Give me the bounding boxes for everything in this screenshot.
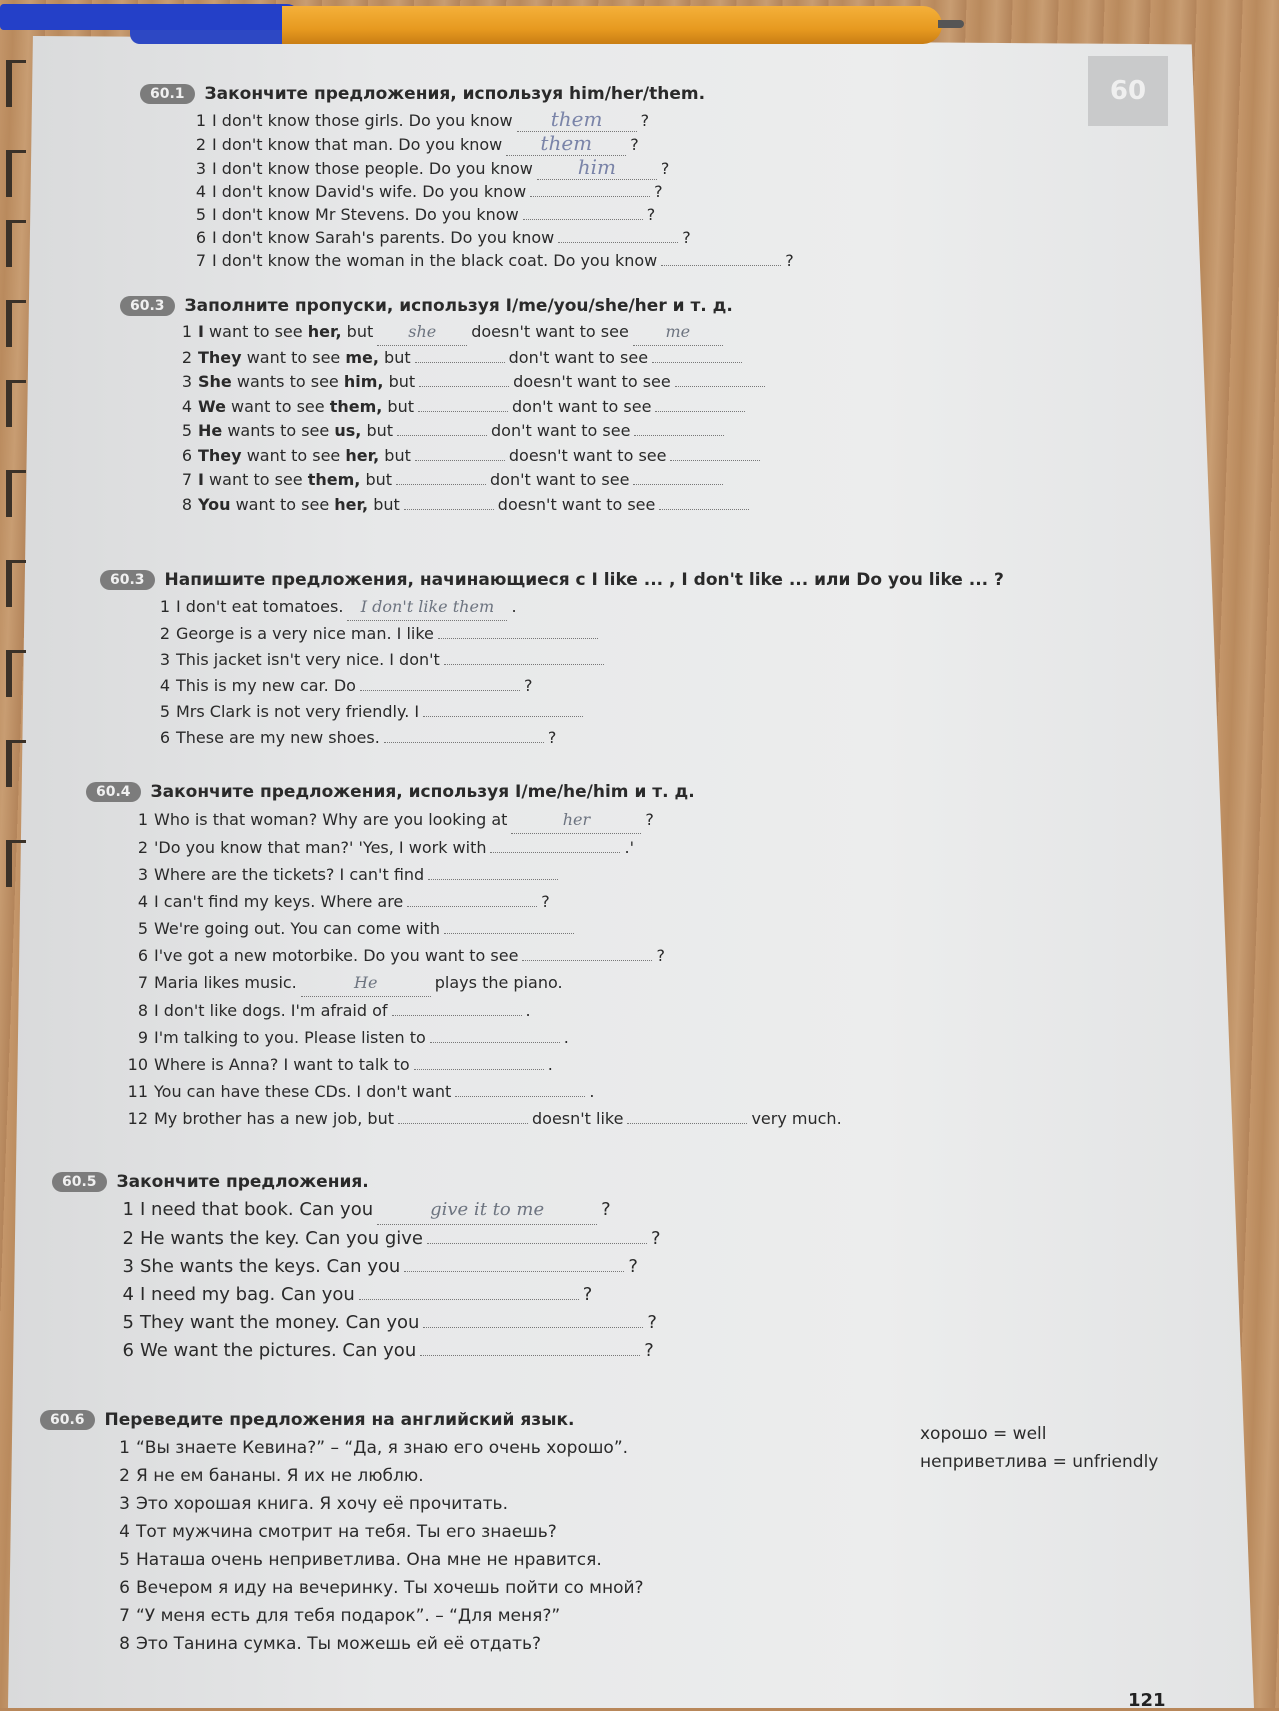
exercise-number: 60.1 — [140, 84, 195, 104]
item-end: ? — [582, 1284, 593, 1305]
answer-blank: give it to me — [377, 1196, 597, 1225]
item-text: I don't know the woman in the black coat. Do you know — [212, 251, 658, 270]
answer-blank — [392, 1015, 522, 1016]
item-end: .' — [624, 838, 634, 857]
answer-blank — [627, 1123, 747, 1124]
item-verb2: don't want to see — [490, 470, 630, 489]
exercise-line — [112, 1225, 661, 1253]
answer-blank — [423, 716, 583, 717]
item-number: 4 — [119, 1522, 130, 1542]
item-object: me, — [345, 347, 379, 367]
item-end: ? — [650, 1228, 661, 1249]
item-number: 8 — [181, 494, 192, 514]
item-object: them, — [307, 470, 361, 489]
item-number: 5 — [137, 919, 148, 938]
exercise-line — [112, 1281, 661, 1309]
answer-blank — [359, 1299, 579, 1300]
item-verb: want to see — [209, 470, 303, 489]
item-number: 1 — [195, 111, 206, 130]
exercise-line — [126, 1024, 842, 1051]
item-object: her, — [345, 445, 380, 465]
answer-blank — [414, 1069, 544, 1070]
exercise-line — [184, 203, 794, 226]
item-verb: want to see — [246, 347, 341, 367]
exercise-title: Закончите предложения. — [116, 1172, 369, 1192]
item-text: She wants the keys. Can you — [140, 1256, 401, 1277]
item-end: ? — [523, 676, 533, 695]
answer-blank — [415, 362, 505, 363]
item-tail: very much. — [751, 1109, 842, 1128]
answer-blank — [675, 386, 765, 387]
exercise-line — [170, 493, 769, 518]
item-subject: They — [198, 347, 242, 367]
answer-blank: them — [506, 132, 626, 156]
item-number: 6 — [119, 1578, 130, 1598]
item-end: ? — [628, 1256, 638, 1277]
item-number: 12 — [127, 1109, 148, 1128]
item-text: Это хорошая книга. Я хочу её прочитать. — [136, 1494, 508, 1514]
exercise-line — [126, 915, 842, 942]
item-number: 1 — [119, 1438, 130, 1458]
item-number: 5 — [122, 1312, 134, 1333]
item-end: ? — [640, 111, 650, 130]
exercise-line — [126, 861, 842, 888]
item-number: 6 — [137, 946, 148, 965]
item-but: but — [365, 470, 393, 489]
exercise-line — [170, 320, 769, 346]
exercise-60-6 — [40, 1410, 644, 1658]
exercise-header — [40, 1410, 644, 1430]
item-number: 5 — [159, 702, 170, 721]
item-verb2: doesn't want to see — [497, 494, 656, 514]
answer-blank — [659, 509, 749, 510]
item-number: 3 — [159, 650, 170, 669]
item-subject: He — [198, 421, 223, 440]
exercise-title: Закончите предложения, используя I/me/he/him и т. д. — [150, 782, 695, 802]
item-text: Тот мужчина смотрит на тебя. Ты его знаешь? — [136, 1522, 557, 1542]
answer-blank — [407, 906, 537, 907]
item-subject: You — [198, 494, 231, 514]
answer-blank — [670, 460, 760, 461]
exercise-number: 60.6 — [40, 1410, 95, 1430]
exercise-items — [126, 806, 842, 1132]
answer-blank — [633, 484, 723, 485]
answer-blank — [423, 1327, 643, 1328]
exercise-line — [184, 132, 794, 156]
item-text: You can have these CDs. I don't want — [154, 1082, 452, 1101]
answer-blank — [404, 1271, 624, 1272]
answer-blank: them — [517, 108, 637, 132]
item-text: 'Do you know that man?' 'Yes, I work with — [154, 838, 487, 857]
item-end: ? — [630, 135, 639, 154]
exercise-line — [170, 346, 769, 371]
exercise-line — [126, 888, 842, 915]
answer-blank — [398, 1123, 528, 1124]
item-object: us, — [334, 421, 362, 440]
item-verb: want to see — [209, 322, 303, 341]
item-after: plays the piano. — [434, 973, 563, 992]
item-but: but — [388, 372, 416, 391]
exercise-number: 60.3 — [100, 570, 155, 590]
answer-blank: she — [377, 320, 467, 346]
item-number: 4 — [159, 676, 170, 695]
item-text: I need my bag. Can you — [140, 1284, 355, 1305]
item-number: 2 — [195, 135, 206, 154]
answer-blank — [404, 509, 494, 510]
item-text: Я не ем бананы. Я их не люблю. — [136, 1466, 424, 1486]
answer-blank: I don't like them — [347, 594, 507, 621]
item-verb: want to see — [246, 445, 341, 465]
item-end: ? — [647, 1312, 657, 1333]
exercise-line — [148, 594, 1004, 621]
page-number: 121 — [1128, 1690, 1166, 1711]
answer-blank — [420, 1355, 640, 1356]
item-end: . — [563, 1028, 569, 1047]
item-number: 1 — [137, 810, 148, 829]
item-text: “Вы знаете Кевина?” – “Да, я знаю его очень хорошо”. — [136, 1438, 629, 1458]
answer-blank — [655, 411, 745, 412]
item-verb: wants to see — [236, 372, 339, 391]
item-number: 3 — [122, 1256, 134, 1277]
exercise-number: 60.5 — [52, 1172, 107, 1192]
exercise-line — [126, 834, 842, 861]
item-number: 4 — [122, 1284, 134, 1305]
exercise-line — [148, 725, 1004, 751]
item-end: ? — [660, 159, 670, 178]
item-number: 3 — [119, 1494, 130, 1514]
exercise-line — [126, 997, 842, 1024]
answer-blank: her — [511, 806, 641, 834]
item-number: 2 — [137, 838, 148, 857]
exercise-items — [108, 1434, 644, 1658]
item-end: ? — [601, 1199, 611, 1220]
item-number: 5 — [119, 1550, 130, 1570]
item-text: He wants the key. Can you give — [140, 1228, 423, 1249]
exercise-60-3-like — [100, 570, 1004, 751]
exercise-line — [170, 419, 769, 444]
exercise-line — [112, 1337, 661, 1365]
item-verb2: doesn't want to see — [471, 322, 629, 341]
item-number: 7 — [119, 1606, 130, 1626]
item-end: ? — [644, 1340, 654, 1361]
item-after: doesn't like — [532, 1109, 624, 1128]
item-text: I don't eat tomatoes. — [176, 597, 344, 616]
item-text: Where is Anna? I want to talk to — [154, 1055, 410, 1074]
item-text: Наташа очень неприветлива. Она мне не нравится. — [136, 1550, 602, 1570]
answer-blank — [397, 435, 487, 436]
item-subject: We — [198, 396, 226, 416]
answer-blank: He — [301, 969, 431, 997]
answer-blank — [438, 638, 598, 639]
item-text: I can't find my keys. Where are — [154, 892, 404, 911]
exercise-line — [184, 180, 794, 203]
exercise-line — [170, 468, 769, 493]
answer-blank — [430, 1042, 560, 1043]
exercise-line — [184, 226, 794, 249]
exercise-line — [108, 1574, 644, 1602]
answer-blank — [558, 242, 678, 243]
exercise-line — [170, 370, 769, 395]
answer-blank — [360, 690, 520, 691]
answer-blank — [444, 664, 604, 665]
item-subject: I — [198, 470, 204, 489]
item-text: Maria likes music. — [154, 973, 297, 992]
item-verb2: doesn't want to see — [513, 372, 671, 391]
glossary-entry: хорошо = well — [920, 1424, 1047, 1444]
item-number: 3 — [195, 159, 206, 178]
item-verb: want to see — [231, 396, 325, 416]
item-text: I don't know those people. Do you know — [212, 159, 533, 178]
answer-blank — [490, 852, 620, 853]
exercise-line — [108, 1434, 644, 1462]
item-object: her, — [334, 494, 369, 514]
item-number: 9 — [137, 1028, 148, 1047]
exercise-items — [170, 320, 769, 517]
exercise-line — [108, 1602, 644, 1630]
item-text: I'm talking to you. Please listen to — [154, 1028, 426, 1047]
item-text: This jacket isn't very nice. I don't — [176, 650, 440, 669]
item-end: . — [547, 1055, 553, 1074]
exercise-line — [112, 1253, 661, 1281]
item-text: I need that book. Can you — [140, 1199, 374, 1220]
item-number: 7 — [181, 470, 192, 489]
item-number: 11 — [127, 1082, 148, 1101]
exercise-title: Закончите предложения, используя him/her/them. — [204, 84, 706, 104]
item-end: ? — [785, 251, 794, 270]
item-number: 6 — [122, 1340, 134, 1361]
exercise-line — [126, 1105, 842, 1132]
exercise-line — [112, 1309, 661, 1337]
item-end: ? — [654, 182, 663, 201]
item-number: 8 — [137, 1001, 148, 1020]
item-end: . — [511, 597, 517, 616]
exercise-items — [112, 1196, 661, 1365]
glossary-entry: неприветлива = unfriendly — [920, 1452, 1159, 1472]
item-number: 1 — [159, 597, 170, 616]
answer-blank — [455, 1096, 585, 1097]
exercise-line — [184, 249, 794, 272]
item-text: I don't know those girls. Do you know — [212, 111, 513, 130]
item-number: 2 — [122, 1228, 134, 1249]
exercise-items — [184, 108, 794, 272]
item-text: We're going out. You can come with — [154, 919, 440, 938]
item-number: 2 — [181, 347, 192, 367]
item-object: him, — [343, 372, 384, 391]
item-number: 5 — [181, 421, 192, 440]
corner-tab: 60 — [1088, 56, 1168, 126]
exercise-line — [170, 444, 769, 469]
exercise-60-3-fill — [120, 296, 769, 517]
exercise-items — [148, 594, 1004, 751]
exercise-title: Переведите предложения на английский язык. — [104, 1410, 575, 1430]
glossary — [920, 1420, 1158, 1476]
item-number: 3 — [181, 372, 192, 391]
exercise-line — [148, 647, 1004, 673]
item-end: ? — [645, 810, 654, 829]
item-object: her, — [307, 322, 342, 341]
exercise-header — [120, 296, 769, 316]
item-text: My brother has a new job, but — [154, 1109, 394, 1128]
exercise-title: Напишите предложения, начинающиеся с I like ... , I don't like ... или Do you like ... ? — [164, 570, 1004, 590]
item-subject: She — [198, 372, 232, 391]
answer-blank — [415, 460, 505, 461]
item-number: 2 — [119, 1466, 130, 1486]
answer-blank: him — [537, 156, 657, 180]
item-number: 4 — [181, 396, 192, 416]
exercise-line — [126, 1051, 842, 1078]
exercise-line — [148, 621, 1004, 647]
answer-blank — [428, 879, 558, 880]
item-but: but — [346, 322, 374, 341]
item-number: 7 — [137, 973, 148, 992]
item-text: George is a very nice man. I like — [176, 624, 434, 643]
item-end: . — [589, 1082, 595, 1101]
exercise-60-1 — [140, 84, 794, 272]
item-but: but — [384, 347, 411, 367]
item-text: I don't know Sarah's parents. Do you know — [212, 228, 555, 247]
item-text: I don't know that man. Do you know — [212, 135, 503, 154]
exercise-line — [108, 1546, 644, 1574]
exercise-line — [184, 156, 794, 180]
item-but: but — [366, 421, 394, 440]
exercise-line — [126, 1078, 842, 1105]
item-number: 7 — [195, 251, 206, 270]
answer-blank — [652, 362, 742, 363]
exercise-60-5 — [52, 1172, 661, 1365]
exercise-header — [140, 84, 794, 104]
item-text: They want the money. Can you — [140, 1312, 420, 1333]
item-end: ? — [656, 946, 665, 965]
exercise-title: Заполните пропуски, используя I/me/you/she/her и т. д. — [184, 296, 733, 316]
item-text: I don't know Mr Stevens. Do you know — [212, 205, 519, 224]
exercise-line — [108, 1630, 644, 1658]
exercise-header — [52, 1172, 661, 1192]
item-but: but — [373, 494, 400, 514]
answer-blank: me — [633, 320, 723, 346]
answer-blank — [634, 435, 724, 436]
item-text: “У меня есть для тебя подарок”. – “Для меня?” — [136, 1606, 561, 1626]
answer-blank — [427, 1243, 647, 1244]
item-subject: They — [198, 445, 242, 465]
exercise-number: 60.3 — [120, 296, 175, 316]
exercise-line — [108, 1490, 644, 1518]
item-but: but — [384, 445, 411, 465]
answer-blank — [419, 386, 509, 387]
exercise-number: 60.4 — [86, 782, 141, 802]
answer-blank — [523, 219, 643, 220]
item-number: 6 — [195, 228, 206, 247]
exercise-line — [126, 969, 842, 997]
exercise-line — [184, 108, 794, 132]
exercise-line — [108, 1462, 644, 1490]
exercise-line — [112, 1196, 661, 1225]
answer-blank — [661, 265, 781, 266]
item-end: . — [525, 1001, 531, 1020]
item-end: ? — [547, 728, 557, 747]
answer-blank — [444, 933, 574, 934]
item-verb2: doesn't want to see — [508, 445, 667, 465]
item-number: 4 — [137, 892, 148, 911]
exercise-line — [148, 673, 1004, 699]
answer-blank — [530, 196, 650, 197]
answer-blank — [384, 742, 544, 743]
exercise-line — [170, 395, 769, 420]
item-verb2: don't want to see — [491, 421, 631, 440]
item-text: Mrs Clark is not very friendly. I — [176, 702, 420, 721]
item-text: Вечером я иду на вечеринку. Ты хочешь пойти со мной? — [136, 1578, 644, 1598]
exercise-header — [100, 570, 1004, 590]
item-number: 10 — [127, 1055, 148, 1074]
item-number: 2 — [159, 624, 170, 643]
exercise-line — [126, 806, 842, 834]
item-number: 3 — [137, 865, 148, 884]
item-text: We want the pictures. Can you — [140, 1340, 417, 1361]
item-text: Where are the tickets? I can't find — [154, 865, 425, 884]
item-text: Who is that woman? Why are you looking at — [154, 810, 508, 829]
answer-blank — [418, 411, 508, 412]
item-end: ? — [646, 205, 656, 224]
item-number: 4 — [195, 182, 206, 201]
item-number: 1 — [122, 1199, 134, 1220]
item-number: 8 — [119, 1634, 130, 1654]
item-text: I don't like dogs. I'm afraid of — [154, 1001, 388, 1020]
item-verb2: don't want to see — [508, 347, 649, 367]
item-number: 5 — [195, 205, 206, 224]
item-number: 6 — [159, 728, 170, 747]
item-verb2: don't want to see — [512, 396, 652, 416]
item-number: 1 — [181, 322, 192, 341]
exercise-header — [86, 782, 842, 802]
exercise-line — [148, 699, 1004, 725]
item-text: Это Танина сумка. Ты можешь ей её отдать? — [136, 1634, 542, 1654]
answer-blank — [396, 484, 486, 485]
item-verb: want to see — [235, 494, 330, 514]
answer-blank — [522, 960, 652, 961]
item-subject: I — [198, 322, 204, 341]
item-but: but — [387, 396, 414, 416]
exercise-60-4 — [86, 782, 842, 1132]
item-text: This is my new car. Do — [176, 676, 356, 695]
item-verb: wants to see — [227, 421, 330, 440]
exercise-line — [126, 942, 842, 969]
item-end: ? — [541, 892, 550, 911]
item-object: them, — [329, 396, 383, 416]
item-text: These are my new shoes. — [176, 728, 380, 747]
item-text: I've got a new motorbike. Do you want to see — [154, 946, 519, 965]
item-number: 6 — [181, 445, 192, 465]
item-end: ? — [682, 228, 691, 247]
exercise-line — [108, 1518, 644, 1546]
item-text: I don't know David's wife. Do you know — [212, 182, 527, 201]
